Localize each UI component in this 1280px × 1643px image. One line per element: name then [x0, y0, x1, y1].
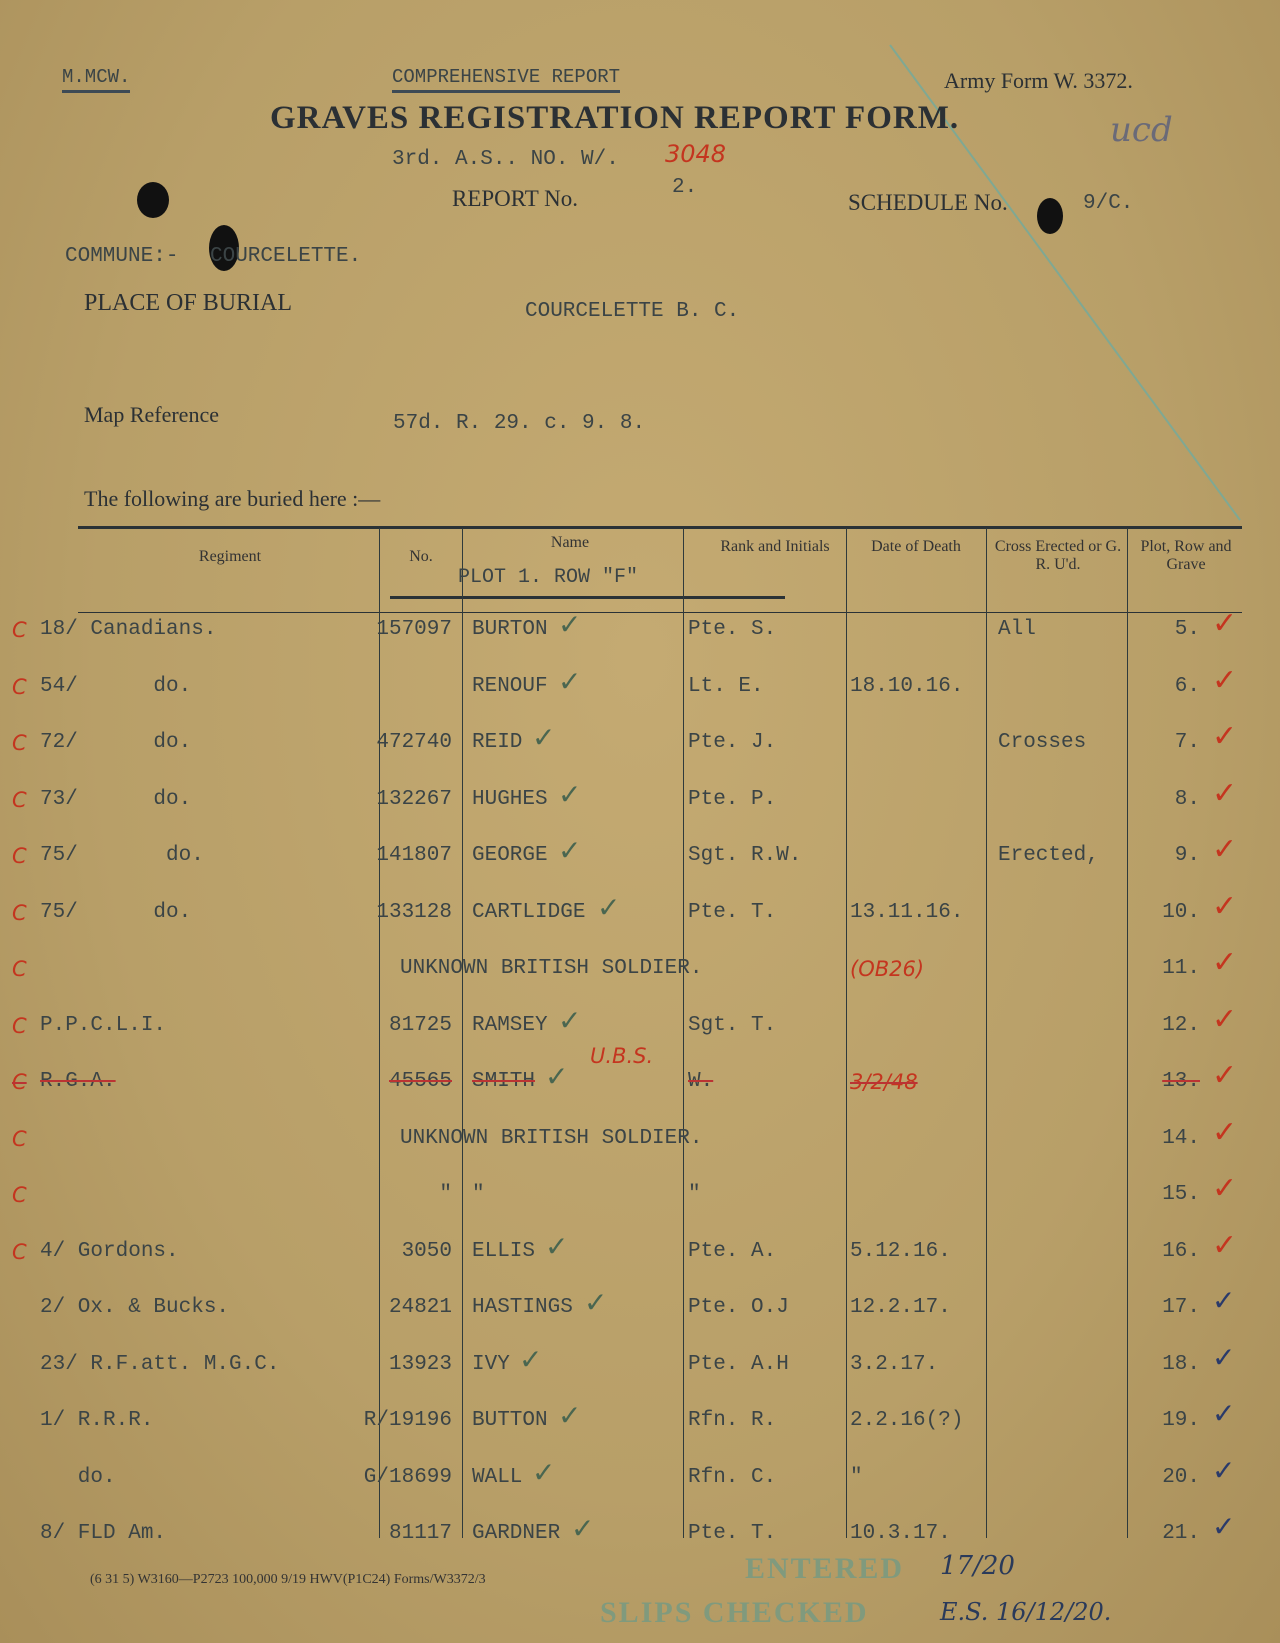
row-mark: C	[12, 900, 27, 925]
cell-number: R/19196	[363, 1409, 452, 1432]
table-row	[0, 775, 1280, 828]
army-form-number: Army Form W. 3372.	[944, 68, 1133, 93]
cell-plot: 11.	[1162, 957, 1200, 980]
table-row	[0, 888, 1280, 941]
cell-number: 81117	[388, 1522, 452, 1545]
cell-plot: 7.	[1174, 731, 1200, 754]
as-number-label: 3rd. A.S.. NO. W/.	[392, 148, 619, 171]
cell-plot: 5.	[1174, 618, 1200, 641]
cell-date: 18.10.16.	[850, 674, 964, 698]
check-mark-icon: ✓	[1212, 1058, 1238, 1093]
table-top-rule	[78, 526, 1242, 529]
schedule-label: SCHEDULE No.	[848, 190, 1008, 215]
cell-date: 3/2/48	[850, 1070, 918, 1094]
table-row	[0, 1171, 1280, 1223]
cell-plot: 10.	[1162, 900, 1200, 924]
row-mark: C	[12, 957, 27, 981]
commune-label: COMMUNE:-	[65, 245, 179, 268]
check-mark-icon: ✓	[1212, 1340, 1236, 1374]
cell-plot: 15.	[1162, 1183, 1200, 1206]
cell-name: RAMSEY	[472, 1013, 548, 1037]
initials-annotation: ucd	[1110, 110, 1173, 150]
cell-name: "	[472, 1183, 485, 1206]
cell-regiment: 23/ R.F.att. M.G.C.	[40, 1352, 280, 1376]
cell-date: (OB26)	[850, 957, 925, 981]
check-mark-icon: ✓	[1212, 1227, 1238, 1263]
check-mark-icon: ✓	[1212, 945, 1238, 980]
cell-name: ELLIS	[472, 1239, 536, 1263]
cell-name: REID	[472, 731, 523, 754]
cell-regiment: 2/ Ox. & Bucks.	[40, 1296, 230, 1319]
check-mark-icon: ✓	[1212, 719, 1238, 754]
checked-note: E.S. 16/12/20.	[940, 1598, 1112, 1626]
row-mark: C	[12, 731, 27, 755]
place-of-burial-value: COURCELETTE B. C.	[525, 300, 740, 323]
check-mark-icon: ✓	[1212, 832, 1238, 867]
check-mark-icon: ✓	[1212, 1510, 1236, 1543]
table-row	[0, 1044, 1280, 1110]
cell-regiment: 72/ do.	[40, 731, 192, 754]
table-row	[0, 945, 1280, 997]
cell-rank: Pte. P.	[688, 787, 777, 811]
cell-number: 45565	[388, 1070, 452, 1093]
cell-rank: Pte. T.	[688, 900, 777, 924]
check-mark-icon: ✓	[532, 1455, 556, 1489]
row-mark: C	[12, 618, 27, 642]
check-mark-icon: ✓	[584, 1286, 608, 1319]
cell-rank: Sgt. R.W.	[688, 844, 802, 867]
cell-name: BUTTON	[472, 1409, 548, 1432]
cell-plot: 14.	[1162, 1126, 1200, 1150]
cell-name: UNKNOWN BRITISH SOLDIER.	[400, 1126, 703, 1150]
cell-rank: Pte. J.	[688, 731, 777, 754]
check-mark-icon: ✓	[1212, 1171, 1238, 1206]
check-mark-icon: ✓	[532, 721, 556, 754]
header-no: No.	[409, 548, 433, 565]
entered-stamp: ENTERED	[745, 1552, 905, 1585]
cell-plot: 16.	[1162, 1239, 1200, 1263]
table-row	[0, 832, 1280, 884]
cell-regiment: 4/ Gordons.	[40, 1239, 179, 1263]
header-date: Date of Death	[871, 538, 961, 555]
cell-cross: Erected,	[998, 844, 1099, 867]
report-subtitle: COMPREHENSIVE REPORT	[392, 66, 620, 93]
cell-name: HUGHES	[472, 787, 548, 811]
cell-name: SMITH	[472, 1070, 536, 1093]
table-row	[0, 1453, 1280, 1506]
cell-date: 10.3.17.	[850, 1522, 951, 1545]
cell-date: 12.2.17.	[850, 1296, 951, 1319]
cell-date: 13.11.16.	[850, 900, 964, 924]
cell-number: "	[439, 1183, 452, 1206]
plot-row-underline	[390, 596, 785, 599]
cell-plot: 6.	[1174, 674, 1200, 698]
cell-number: 24821	[388, 1296, 452, 1319]
cell-name: RENOUF	[472, 674, 548, 698]
check-mark-icon: ✓	[1212, 1284, 1236, 1317]
cell-number: 157097	[376, 618, 452, 641]
row-mark: C	[12, 1126, 27, 1151]
commune-value: COURCELETTE.	[210, 245, 362, 268]
schedule-value: 9/C.	[1083, 192, 1134, 215]
row-mark: C	[12, 1183, 27, 1207]
table-row	[0, 1114, 1280, 1167]
cell-regiment: do.	[40, 1465, 116, 1489]
cell-number: 132267	[376, 787, 452, 811]
cell-regiment: 73/ do.	[40, 787, 192, 811]
cell-date: "	[850, 1465, 863, 1489]
cell-regiment: 8/ FLD Am.	[40, 1522, 167, 1545]
cell-date: 2.2.16(?)	[850, 1409, 964, 1432]
cell-number: 13923	[388, 1352, 452, 1376]
cell-regiment: 54/ do.	[40, 674, 192, 698]
row-mark: C	[12, 1013, 27, 1038]
cell-plot: 9.	[1174, 844, 1200, 867]
row-mark: C	[12, 674, 27, 699]
cell-number: 141807	[376, 844, 452, 867]
table-header-rule	[78, 612, 1242, 613]
check-mark-icon: ✓	[545, 1229, 569, 1263]
entered-note: 17/20	[940, 1551, 1015, 1581]
header-plot: Plot, Row and Grave	[1140, 538, 1232, 573]
cell-rank: W.	[688, 1070, 714, 1093]
cell-name: WALL	[472, 1465, 523, 1489]
map-reference-value: 57d. R. 29. c. 9. 8.	[393, 412, 646, 435]
check-mark-icon: ✓	[519, 1342, 543, 1376]
check-mark-icon: ✓	[558, 1003, 582, 1037]
cell-rank: Pte. A.H	[688, 1352, 789, 1376]
cell-regiment: 75/ do.	[40, 900, 192, 924]
cell-rank: Pte. O.J	[688, 1296, 789, 1319]
cell-plot: 20.	[1162, 1465, 1200, 1489]
as-number-value: 3048	[665, 140, 727, 168]
row-mark: C	[12, 1070, 27, 1094]
place-of-burial-label: PLACE OF BURIAL	[84, 290, 293, 316]
punch-hole	[137, 182, 169, 218]
cell-rank: "	[688, 1183, 701, 1206]
slips-checked-stamp: SLIPS CHECKED	[600, 1596, 869, 1629]
cell-regiment: 18/ Canadians.	[40, 618, 217, 641]
map-reference-label: Map Reference	[84, 402, 219, 427]
cell-number: 3050	[401, 1239, 452, 1263]
cell-rank: Lt. E.	[688, 674, 764, 698]
check-mark-icon: ✓	[1212, 662, 1238, 698]
cell-plot: 18.	[1162, 1352, 1200, 1376]
cell-rank: Pte. S.	[688, 618, 777, 641]
cell-date: 5.12.16.	[850, 1239, 951, 1263]
cell-plot: 13.	[1162, 1070, 1200, 1093]
cell-number: 472740	[376, 731, 452, 754]
cell-name: GEORGE	[472, 844, 548, 867]
cell-name: UNKNOWN BRITISH SOLDIER.	[400, 957, 703, 980]
cell-regiment: 75/ do.	[40, 844, 204, 867]
check-mark-icon: ✓	[1212, 1397, 1236, 1430]
check-mark-icon: ✓	[1212, 888, 1238, 924]
check-mark-icon: ✓	[558, 777, 582, 811]
cell-date: 3.2.17.	[850, 1352, 939, 1376]
check-mark-icon: ✓	[558, 664, 582, 698]
plot-row-note: PLOT 1. ROW "F"	[458, 566, 639, 589]
table-row	[0, 1397, 1280, 1449]
annotation-note: U.B.S.	[590, 1044, 654, 1068]
cell-name: BURTON	[472, 618, 548, 641]
header-name: Name	[550, 534, 590, 551]
table-row	[0, 662, 1280, 715]
cell-name: HASTINGS	[472, 1296, 573, 1319]
cell-plot: 8.	[1174, 787, 1200, 811]
check-mark-icon: ✓	[558, 1399, 582, 1432]
header-rank: Rank and Initials	[720, 538, 830, 555]
cell-regiment: 1/ R.R.R.	[40, 1409, 154, 1432]
check-mark-icon: ✓	[1212, 1001, 1238, 1037]
row-mark: C	[12, 1239, 27, 1264]
cell-plot: 19.	[1162, 1409, 1200, 1432]
table-row	[0, 1227, 1280, 1280]
cell-rank: Pte. T.	[688, 1522, 777, 1545]
burial-intro: The following are buried here :—	[84, 486, 381, 511]
check-mark-icon: ✓	[597, 890, 621, 924]
cell-number: 81725	[388, 1013, 452, 1037]
cell-number: 133128	[376, 900, 452, 924]
check-mark-icon: ✓	[545, 1060, 569, 1093]
check-mark-icon: ✓	[558, 608, 582, 641]
table-row	[0, 719, 1280, 771]
cell-rank: Rfn. R.	[688, 1409, 777, 1432]
cell-regiment: P.P.C.L.I.	[40, 1013, 167, 1037]
punch-hole	[1037, 198, 1063, 234]
table-row	[0, 1340, 1280, 1393]
report-number-label: REPORT No.	[452, 186, 578, 211]
cell-plot: 12.	[1162, 1013, 1200, 1037]
cell-number: G/18699	[363, 1465, 452, 1489]
header-regiment: Regiment	[198, 548, 262, 565]
cell-name: GARDNER	[472, 1522, 561, 1545]
row-mark: C	[12, 787, 27, 812]
table-row	[0, 1510, 1280, 1562]
cell-cross: All	[998, 618, 1036, 641]
row-mark: C	[12, 844, 27, 868]
check-mark-icon: ✓	[1212, 1453, 1236, 1487]
cell-plot: 17.	[1162, 1296, 1200, 1319]
table-row	[0, 1284, 1280, 1336]
cell-name: IVY	[472, 1352, 510, 1376]
cell-name: CARTLIDGE	[472, 900, 586, 924]
cell-cross: Crosses	[998, 731, 1087, 754]
cell-rank: Pte. A.	[688, 1239, 777, 1263]
cell-plot: 21.	[1162, 1522, 1200, 1545]
cell-regiment: R.G.A.	[40, 1070, 116, 1093]
reference-code: M.MCW.	[62, 66, 130, 93]
check-mark-icon: ✓	[1212, 1114, 1238, 1150]
cell-rank: Rfn. C.	[688, 1465, 777, 1489]
check-mark-icon: ✓	[558, 834, 582, 867]
report-number-value: 2.	[672, 176, 698, 199]
check-mark-icon: ✓	[571, 1512, 595, 1545]
form-title: GRAVES REGISTRATION REPORT FORM.	[270, 100, 960, 136]
cell-rank: Sgt. T.	[688, 1013, 777, 1037]
print-line: (6 31 5) W3160—P2723 100,000 9/19 HWV(P1C24) Forms/W3372/3	[90, 1572, 486, 1587]
header-cross: Cross Erected or G. R. U'd.	[994, 538, 1122, 573]
check-mark-icon: ✓	[1212, 775, 1238, 811]
table-row	[0, 606, 1280, 658]
check-mark-icon: ✓	[1212, 606, 1238, 641]
